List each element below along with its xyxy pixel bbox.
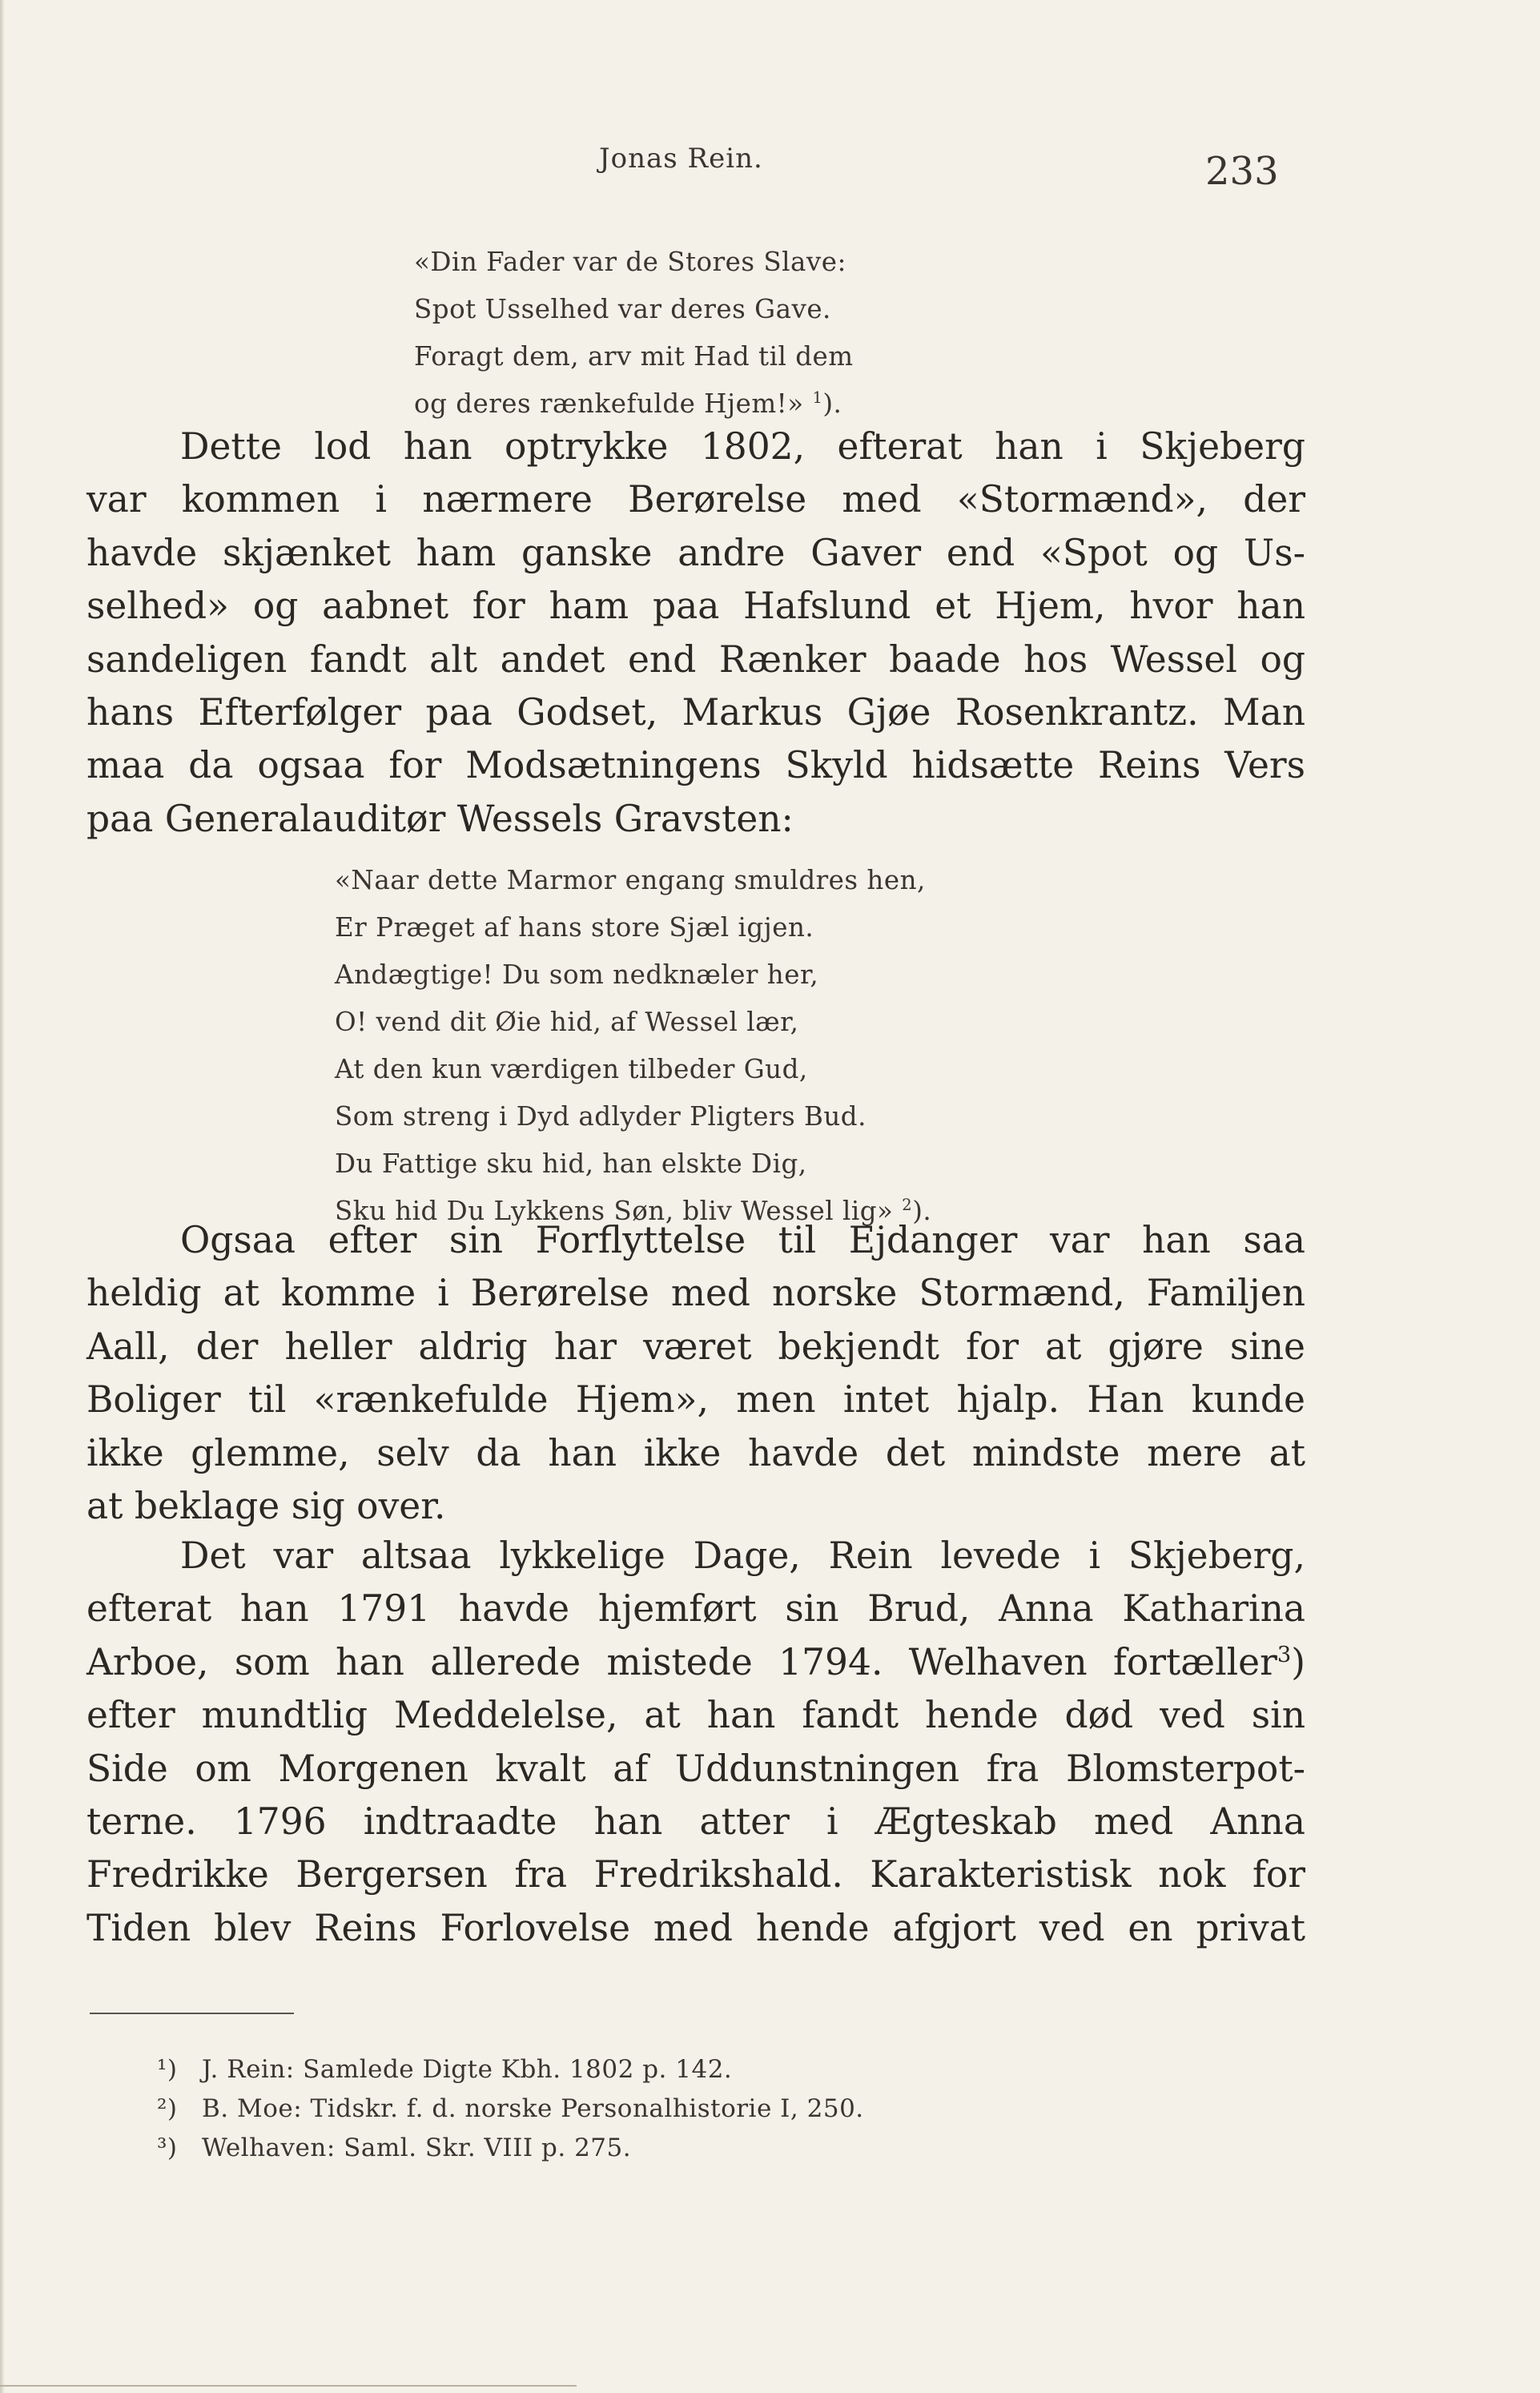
footnote-text: J. Rein: Samlede Digte Kbh. 1802 p. 142. (202, 2055, 733, 2084)
text-line: maa da ogsaa for Modsætningens Skyld hidsætte Reins Vers (86, 744, 1305, 787)
text-segment: Arboe, som han allerede mistede 1794. Welhaven fortæller (86, 1640, 1277, 1683)
text-line: sandeligen fandt alt andet end Rænker baade hos Wessel og (86, 637, 1305, 681)
poem-line: O! vend dit Øie hid, af Wessel lær, (335, 1007, 799, 1037)
text-line: Tiden blev Reins Forlovelse med hende afgjort ved en privat (86, 1906, 1305, 1949)
footnote (157, 2089, 864, 2129)
text-line: terne. 1796 indtraadte han atter i Ægteskab med Anna (86, 1800, 1305, 1843)
footnote-ref: 3 (1277, 1642, 1292, 1667)
footnote (157, 2129, 864, 2168)
text-line: efterat han 1791 havde hjemført sin Brud, Anna Katharina (86, 1587, 1305, 1631)
poem-line: Andægtige! Du som nedknæler her, (335, 959, 819, 990)
paragraph (86, 1214, 1305, 1533)
text-line: ikke glemme, selv da han ikke havde det mindste mere at (86, 1431, 1305, 1474)
footnote-mark: ²) (157, 2094, 178, 2123)
page-bottom-edge (0, 2385, 577, 2387)
footnote-text: B. Moe: Tidskr. f. d. norske Personalhistorie I, 250. (202, 2094, 864, 2123)
paragraph (86, 420, 1305, 846)
footnotes (157, 2050, 864, 2168)
poem-line: «Naar dette Marmor engang smuldres hen, (335, 865, 926, 895)
page-number: 233 (1205, 149, 1279, 194)
text-line: var kommen i nærmere Berørelse med «Stormænd», der (86, 478, 1305, 521)
text-line: Ogsaa efter sin Forflyttelse til Ejdanger var han saa (180, 1219, 1305, 1261)
poem-line: Som streng i Dyd adlyder Pligters Bud. (335, 1101, 867, 1132)
page-edge (0, 0, 5, 2393)
text-segment: ) (1291, 1640, 1305, 1683)
poem-line: Er Præget af hans store Sjæl igjen. (335, 912, 814, 943)
footnote-mark: ¹) (157, 2055, 178, 2084)
poem-line: «Din Fader var de Stores Slave: (414, 247, 846, 277)
poem-line: Du Fattige sku hid, han elskte Dig, (335, 1148, 807, 1179)
text-line: at beklage sig over. (86, 1484, 446, 1527)
text-line: paa Generalauditør Wessels Gravsten: (86, 797, 794, 840)
text-line: selhed» og aabnet for ham paa Hafslund et Hjem, hvor han (86, 585, 1305, 628)
epitaph-poem (335, 857, 931, 1235)
paragraph (86, 1530, 1305, 1955)
text-line (86, 1636, 1305, 1689)
poem-line-text: og deres rænkefulde Hjem!» (414, 388, 804, 419)
text-line: Aall, der heller aldrig har været bekjendt for at gjøre sine (86, 1325, 1305, 1368)
text-line: Det var altsaa lykkelige Dage, Rein levede i Skjeberg, (180, 1534, 1305, 1577)
text-line: havde skjænket ham ganske andre Gaver end «Spot og Us- (86, 531, 1305, 574)
footnote-mark: ³) (157, 2134, 178, 2162)
poem-block (414, 239, 854, 428)
poem-line: Spot Usselhed var deres Gave. (414, 294, 831, 324)
text-line: heldig at komme i Berørelse med norske Stormænd, Familjen (86, 1272, 1305, 1315)
text-line: Dette lod han optrykke 1802, efterat han i Skjeberg (180, 425, 1305, 468)
footnote-text: Welhaven: Saml. Skr. VIII p. 275. (202, 2134, 632, 2162)
running-header: Jonas Rein. (599, 143, 763, 175)
poem-line: Foragt dem, arv mit Had til dem (414, 341, 854, 372)
text-line: hans Efterfølger paa Godset, Markus Gjøe Rosenkrantz. Man (86, 690, 1305, 734)
poem-line-trail: ). (822, 388, 842, 419)
footnote-divider (90, 2013, 294, 2014)
poem-line-text: Sku hid Du Lykkens Søn, bliv Wessel lig» (335, 1196, 894, 1226)
poem-line-trail: ). (912, 1196, 932, 1226)
text-line: efter mundtlig Meddelelse, at han fandt hende død ved sin (86, 1694, 1305, 1737)
text-line: Fredrikke Bergersen fra Fredrikshald. Karakteristisk nok for (86, 1853, 1305, 1896)
footnote-ref: 2 (902, 1196, 913, 1215)
text-line: Side om Morgenen kvalt af Uddunstningen fra Blomsterpot- (86, 1747, 1305, 1790)
footnote-ref: 1 (812, 388, 823, 408)
poem-line: At den kun værdigen tilbeder Gud, (335, 1054, 808, 1084)
footnote (157, 2050, 864, 2089)
text-line: Boliger til «rænkefulde Hjem», men intet hjalp. Han kunde (86, 1378, 1305, 1422)
